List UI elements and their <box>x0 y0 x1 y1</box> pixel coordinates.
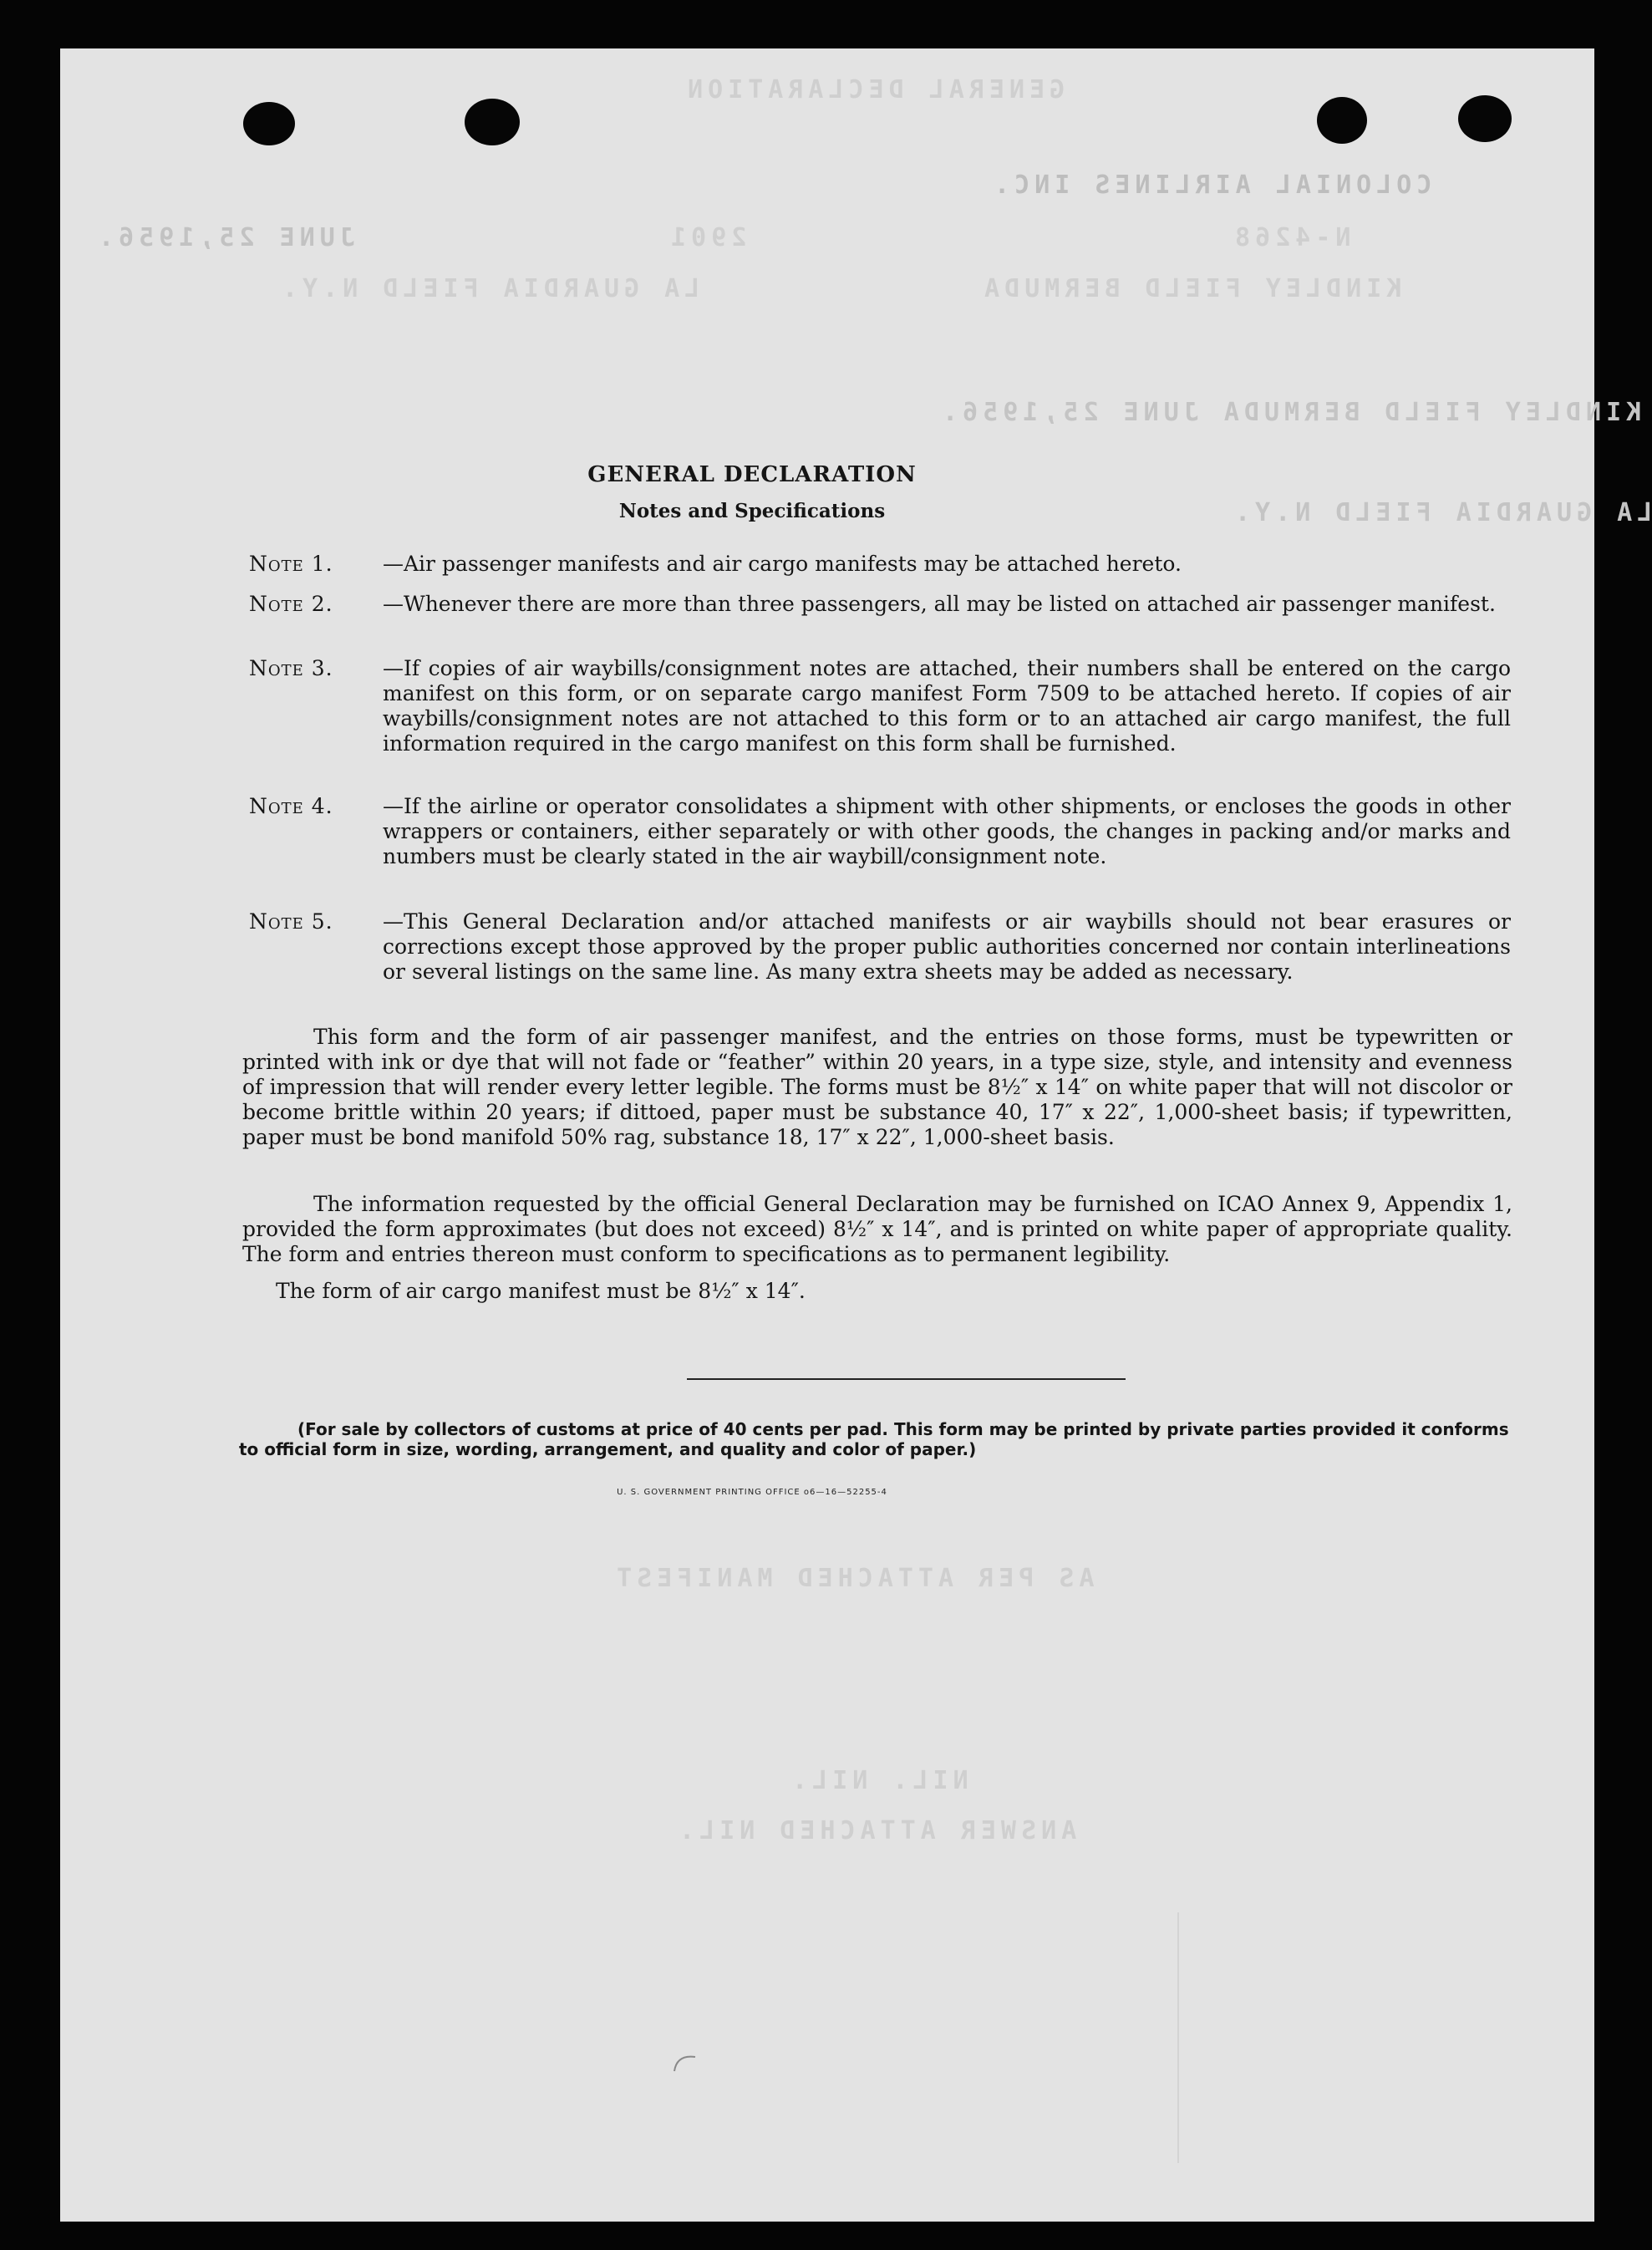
note-text: —If the airline or operator consolidates a shipment with other shipments, or encloses the goods in other wrappers or containers, either separately or with other goods, the changes in packing and/or marks and numbers must be clearly stated in the air waybill/consignment note. <box>383 794 1511 868</box>
bleed-airline: COLONIAL AIRLINES INC. <box>989 171 1432 200</box>
note-text: —If copies of air waybills/consignment notes are attached, their numbers shall be entered on the cargo manifest on this form, or on separate cargo manifest Form 7509 to be attached hereto. If copies of air waybills/consignment notes are not attached to this form or to an attached air cargo manifest, the full information required in the cargo manifest on this form shall be furnished. <box>383 656 1511 756</box>
bleed-arrival: LA GUARDIA FIELD N.Y. <box>277 274 700 303</box>
sale-note: (For sale by collectors of customs at price of 40 cents per pad. This form may be printed by private parties provided it conforms to official form in size, wording, arrangement, and quality and color of paper.) <box>239 1419 1509 1459</box>
paragraph-cargo-manifest: The form of air cargo manifest must be 8½″ x 14″. <box>276 1279 806 1303</box>
punch-hole-left <box>243 102 295 145</box>
note-3 <box>249 656 1511 756</box>
page-title: GENERAL DECLARATION <box>587 462 917 487</box>
bleed-route-line: KINDLEY FIELD BERMUDA JUNE 25,1956. <box>938 398 1642 427</box>
bleed-manifest-line: AS PER ATTACHED MANIFEST <box>612 1564 1095 1593</box>
printer-imprint: U. S. GOVERNMENT PRINTING OFFICE o6—16—52255-4 <box>617 1488 887 1497</box>
paragraph-form-requirements: This form and the form of air passenger manifest, and the entries on those forms, must be typewritten or printed with ink or dye that will not fade or “feather” within 20 years, in a type size, style, and intensity and evenness of impression that will render every letter legible. The forms must be 8½″ x 14″ on white paper that will not discolor or become brittle within 20 years; if dittoed, paper must be substance 40, 17″ x 22″, 1,000-sheet basis; if typewritten, paper must be bond manifold 50% rag, substance 18, 17″ x 22″, 1,000-sheet basis. <box>242 1025 1512 1149</box>
bleed-registration: N-4268 <box>1230 223 1351 252</box>
bleed-vertical-line <box>1177 1912 1179 2163</box>
note-label: Note 4. <box>249 794 333 818</box>
bleed-form-title: GENERAL DECLARATION <box>683 75 1065 104</box>
note-label: Note 2. <box>249 592 333 616</box>
note-4 <box>249 794 1511 869</box>
divider-rule <box>687 1378 1126 1380</box>
bleed-answer-line: ANSWER ATTACHED NIL. <box>674 1816 1077 1845</box>
punch-hole-center <box>465 99 520 145</box>
note-label: Note 3. <box>249 656 333 680</box>
bleed-destination-line: LA GUARDIA FIELD N.Y. <box>1230 498 1652 527</box>
note-5 <box>249 909 1511 985</box>
document-page <box>60 48 1652 2222</box>
note-label: Note 5. <box>249 909 333 934</box>
bleed-departure: KINDLEY FIELD BERMUDA <box>979 274 1402 303</box>
note-label: Note 1. <box>249 552 333 576</box>
paragraph-icao: The information requested by the official General Declaration may be furnished on ICAO Annex 9, Appendix 1, provided the form approximates (but does not exceed) 8½″ x 14″, and is printed on white paper of appropriate quality. The form and entries thereon must conform to specifications as to permanent legibility. <box>242 1192 1512 1266</box>
bleed-nil: NIL. NIL. <box>787 1766 968 1795</box>
punch-hole-right-b <box>1458 95 1512 142</box>
note-2 <box>249 592 1511 617</box>
bleed-flight-date: JUNE 25,1956. <box>94 223 355 252</box>
bleed-flight-no: 2901 <box>666 223 747 252</box>
note-text: —Air passenger manifests and air cargo manifests may be attached hereto. <box>383 552 1182 576</box>
note-text: —This General Declaration and/or attached manifests or air waybills should not bear erasures or corrections except those approved by the proper public authorities concerned nor contain interlineations or several listings on the same line. As many extra sheets may be added as necessary. <box>383 909 1511 984</box>
stray-mark <box>670 2050 704 2075</box>
punch-hole-right-a <box>1317 97 1367 144</box>
note-text: —Whenever there are more than three passengers, all may be listed on attached air passenger manifest. <box>383 592 1496 616</box>
page-subtitle: Notes and Specifications <box>618 500 886 522</box>
note-1 <box>249 552 1511 577</box>
